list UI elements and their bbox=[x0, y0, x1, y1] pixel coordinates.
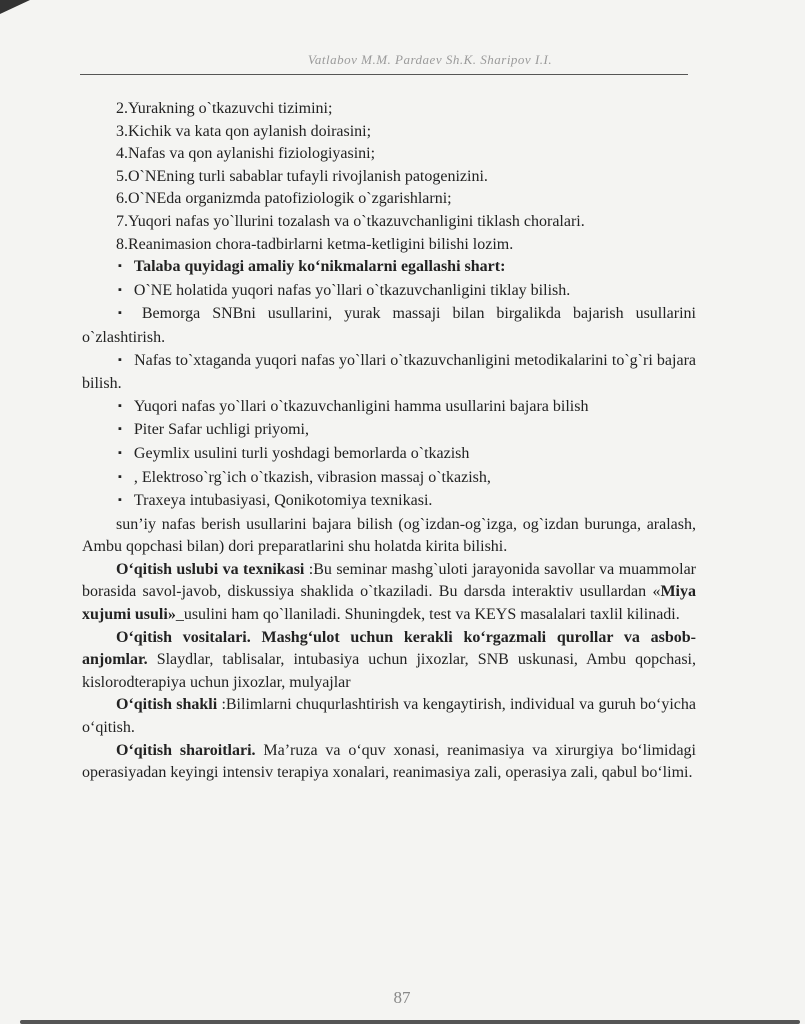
skill-item bbox=[82, 467, 696, 491]
bullet-icon: ▪ bbox=[118, 470, 122, 483]
conditions-label: O‘qitish sharoitlari. bbox=[116, 741, 256, 759]
means-text: Slaydlar, tablisalar, intubasiya uchun jixozlar, SNB uskunasi, Ambu qopchasi, kislorodterapiya uchun jixozlar, mulyajlar bbox=[82, 651, 696, 691]
form-text: :Bilimlarni chuqurlashtirish va kengaytirish, individual va guruh bo‘yicha o‘qitish. bbox=[82, 696, 696, 737]
means-paragraph bbox=[82, 627, 696, 695]
skill-text: Bemorga SNBni usullarini, yurak massaji bilan birgalikda bajarish usullarini o`zlashtirish. bbox=[82, 305, 697, 346]
skill-item bbox=[82, 490, 696, 514]
form-paragraph bbox=[82, 694, 696, 739]
list-item-6: 6.O`NEda organizmda patofiziologik o`zgarishlarni; bbox=[116, 190, 452, 208]
method-paragraph bbox=[82, 559, 696, 627]
scan-corner-mark bbox=[0, 0, 30, 14]
skill-item bbox=[82, 396, 696, 420]
skill-item bbox=[82, 280, 696, 304]
scan-bottom-edge bbox=[20, 1020, 800, 1024]
bullet-icon: ▪ bbox=[118, 446, 122, 459]
list-item-2: 2.Yurakning o`tkazuvchi tizimini; bbox=[116, 100, 333, 117]
conditions-text: Ma’ruza va o‘quv xonasi, reanimasiya va xirurgiya bo‘limidagi operasiyadan keyingi intensiv terapiya xonalari, reanimasiya zali, operasiya zali, qabul bo‘limi. bbox=[82, 741, 697, 782]
form-label: O‘qitish shakli bbox=[116, 696, 218, 714]
skill-item bbox=[82, 303, 696, 349]
method-bold-term: Miya xujumi usuli» bbox=[82, 583, 696, 624]
page-number: 87 bbox=[393, 988, 411, 1007]
skill-text: Nafas to`xtaganda yuqori nafas yo`llari o`tkazuvchanligini metodikalarini to`g`ri bajara bilish. bbox=[82, 351, 696, 393]
skill-item bbox=[82, 443, 696, 467]
bullet-icon: ▪ bbox=[118, 307, 130, 320]
page-body bbox=[82, 98, 696, 785]
skill-item bbox=[82, 350, 696, 396]
bullet-icon: ▪ bbox=[118, 494, 122, 507]
list-item-5: 5.O`NEning turli sabablar tufayli rivojlanish patogenizini. bbox=[116, 167, 488, 185]
skill-text: Traxeya intubasiyasi, Qonikotomiya texnikasi. bbox=[133, 492, 433, 510]
means-label: O‘qitish vositalari. Mashg‘ulot uchun kerakli ko‘rgazmali qurollar va asbob-anjomlar. bbox=[82, 628, 696, 669]
skill-text: O`NE holatida yuqori nafas yo`llari o`tkazuvchanligini tiklay bilish. bbox=[133, 281, 571, 299]
skills-continuation: sun’iy nafas berish usullarini bajara bilish (og`izdan-og`izga, og`izdan burunga, aralash, Ambu qopchasi bilan) dori preparatlarini shu holatda kirita bilishi. bbox=[82, 515, 696, 556]
method-text-a: :Bu seminar mashg`uloti jarayonida savollar va muammolar borasida savol-javob, diskussiya shaklida o`tkaziladi. Bu darsda interaktiv usullardan « bbox=[82, 560, 697, 601]
bullet-icon: ▪ bbox=[118, 283, 122, 296]
skill-text: Geymlix usulini turli yoshdagi bemorlarda o`tkazish bbox=[133, 444, 470, 462]
bullet-icon: ▪ bbox=[118, 353, 123, 366]
list-item-3: 3.Kichik va kata qon aylanish doirasini; bbox=[116, 122, 372, 140]
skill-text: Yuqori nafas yo`llari o`tkazuvchanligini hamma usullarini bajara bilish bbox=[133, 397, 589, 415]
skills-heading: Talaba quyidagi amaliy ko‘nikmalarni egallashi shart: bbox=[133, 258, 506, 276]
skill-text: Piter Safar uchligi priyomi, bbox=[133, 421, 309, 439]
list-item-8: 8.Reanimasion chora-tadbirlarni ketma-ketligini bilishi lozim. bbox=[116, 235, 514, 253]
skill-text: , Elektroso`rg`ich o`tkazish, vibrasion massaj o`tkazish, bbox=[133, 468, 491, 486]
method-text-b: _usulini ham qo`llaniladi. Shuningdek, test va KEYS masalalari taxlil kilinadi. bbox=[175, 606, 680, 624]
skills-heading-item bbox=[82, 256, 696, 280]
conditions-paragraph bbox=[82, 740, 696, 785]
bullet-icon: ▪ bbox=[118, 260, 122, 273]
header-rule bbox=[80, 74, 688, 75]
bullet-icon: ▪ bbox=[118, 399, 122, 412]
skill-item bbox=[82, 419, 696, 443]
list-item-7: 7.Yuqori nafas yo`llurini tozalash va o`tkazuvchanligini tiklash choralari. bbox=[116, 212, 585, 230]
method-label: O‘qitish uslubi va texnikasi bbox=[116, 560, 305, 578]
list-item-4: 4.Nafas va qon aylanishi fiziologiyasini; bbox=[116, 145, 376, 163]
running-head: Vatlabov M.M. Pardaev Sh.K. Sharipov I.I. bbox=[307, 52, 553, 67]
bullet-icon: ▪ bbox=[118, 423, 122, 436]
